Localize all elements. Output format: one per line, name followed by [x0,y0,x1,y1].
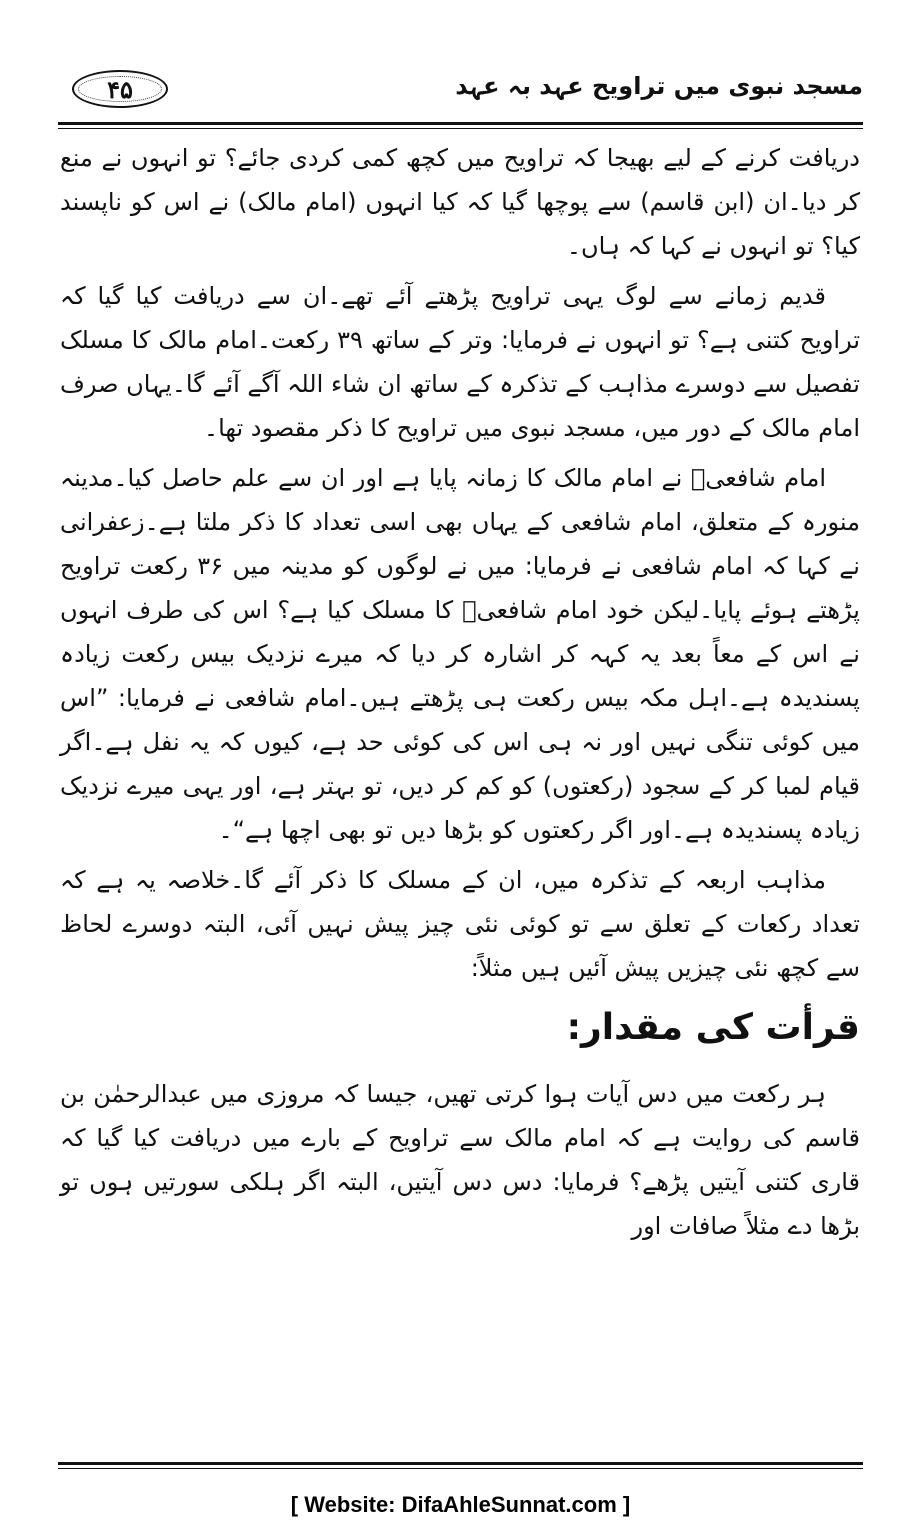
website-footer: [ Website: DifaAhleSunnat.com ] [290,1492,631,1517]
running-title: مسجد نبوی میں تراویح عہد بہ عہد [455,72,863,100]
page-body [60,136,860,1254]
footer-rule [58,1462,863,1469]
paragraph-2: قدیم زمانے سے لوگ یہی تراویح پڑھتے آئے تھے۔ان سے دریافت کیا گیا کہ تراویح کتنی ہے؟ تو انہوں نے فرمایا: وتر کے ساتھ ۳۹ رکعت۔امام مالک کا مسلک تفصیل سے دوسرے مذاہب کے تذکرہ کے ساتھ ان شاء اللہ آگے آئے گا۔یہاں صرف امام مالک کے دور میں، مسجد نبوی میں تراویح کا ذکر مقصود تھا۔ [60,282,860,442]
page-number-badge: ۴۵ [72,70,168,108]
paragraph-4: مذاہب اربعہ کے تذکرہ میں، ان کے مسلک کا ذکر آئے گا۔خلاصہ یہ ہے کہ تعداد رکعات کے تعلق سے تو کوئی نئی چیز پیش نہیں آئی، البتہ دوسرے لحاظ سے کچھ نئی چیزیں پیش آئیں ہیں مثلاً: [60,866,860,982]
paragraph-3: امام شافعیؒ نے امام مالک کا زمانہ پایا ہے اور ان سے علم حاصل کیا۔مدینہ منورہ کے متعلق، امام شافعی کے یہاں بھی اسی تعداد کا ذکر ملتا ہے۔زعفرانی نے کہا کہ امام شافعی نے فرمایا: میں نے لوگوں کو مدینہ میں ۳۶ رکعت تراویح پڑھتے ہوئے پایا۔لیکن خود امام شافعیؒ کا مسلک کیا ہے؟ اس کی طرف انہوں نے اس کے معاً بعد یہ کہہ کر اشارہ کر دیا کہ میرے نزدیک بیس رکعت زیادہ پسندیدہ ہے۔اہل مکہ بیس رکعت ہی پڑھتے ہیں۔امام شافعی نے فرمایا: ”اس میں کوئی تنگی نہیں اور نہ ہی اس کی کوئی حد ہے، کیوں کہ یہ نفل ہے۔اگر قیام لمبا کر کے سجود (رکعتوں) کو کم کر دیں، تو بہتر ہے، اور یہی میرے نزدیک زیادہ پسندیدہ ہے۔اور اگر رکعتوں کو بڑھا دیں تو بھی اچھا ہے“۔ [60,464,860,844]
section-heading: قرأت کی مقدار: [566,1007,860,1048]
paragraph-1: دریافت کرنے کے لیے بھیجا کہ تراویح میں کچھ کمی کردی جائے؟ تو انہوں نے منع کر دیا۔ان (ابن قاسم) سے پوچھا گیا کہ کیا انہوں (امام مالک) نے اس کو ناپسند کیا؟ تو انہوں نے کہا کہ ہاں۔ [60,144,860,260]
page-header [58,64,863,122]
header-rule [58,122,863,129]
section-paragraph: ہر رکعت میں دس آیات ہوا کرتی تھیں، جیسا کہ مروزی میں عبدالرحمٰن بن قاسم کی روایت ہے کہ امام مالک سے تراویح کے بارے میں دریافت کیا گیا کہ قاری کتنی آیتیں پڑھے؟ فرمایا: دس دس آیتیں، البتہ اگر ہلکی سورتیں ہوں تو بڑھا دے مثلاً صافات اور [60,1080,860,1240]
